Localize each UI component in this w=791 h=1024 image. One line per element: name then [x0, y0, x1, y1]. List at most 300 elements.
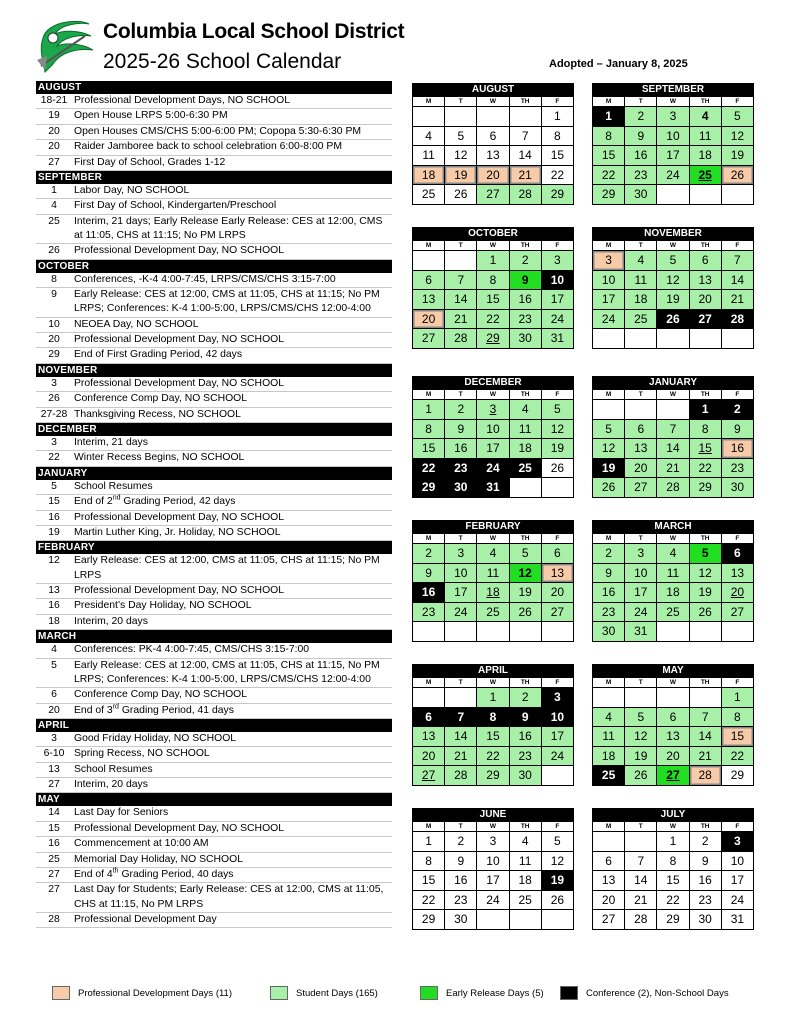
calendar-day: 10 — [721, 851, 753, 871]
legend-swatch — [270, 986, 288, 1000]
calendar-day: 11 — [625, 270, 657, 290]
weekday-label: W — [477, 534, 509, 544]
calendar-day: 29 — [657, 910, 689, 930]
calendar-day — [657, 622, 689, 642]
event-text: NEOEA Day, NO SCHOOL — [74, 318, 199, 330]
calendar-day: 12 — [541, 419, 573, 439]
calendar-day: 24 — [593, 309, 625, 329]
calendar-day: 19 — [509, 583, 541, 603]
event-row — [36, 763, 392, 778]
calendar-day: 5 — [509, 544, 541, 564]
calendar-day: 7 — [625, 851, 657, 871]
weekday-label: M — [413, 678, 445, 688]
calendar-day: 23 — [413, 602, 445, 622]
event-row — [36, 495, 392, 510]
calendar-day: 22 — [689, 458, 721, 478]
calendar-day: 2 — [509, 688, 541, 708]
calendar-day — [541, 622, 573, 642]
calendar-day: 5 — [657, 251, 689, 271]
weekday-label: F — [541, 241, 573, 251]
calendar-day: 17 — [625, 583, 657, 603]
event-text: End of 2nd Grading Period, 42 days — [74, 494, 236, 508]
event-row — [36, 408, 392, 423]
legend-item — [420, 986, 544, 1000]
weekday-label: T — [445, 97, 477, 107]
event-date: 19 — [48, 110, 60, 122]
event-row — [36, 615, 392, 630]
weekday-label: TH — [689, 678, 721, 688]
calendar-day: 4 — [509, 400, 541, 420]
calendar-day: 2 — [625, 107, 657, 127]
weekday-label: M — [593, 241, 625, 251]
calendar-day: 3 — [657, 107, 689, 127]
weekday-label: W — [657, 534, 689, 544]
calendar-day: 7 — [445, 707, 477, 727]
calendar-day: 5 — [625, 707, 657, 727]
event-text: Professional Development Days, NO SCHOOL — [74, 95, 290, 106]
weekday-label: M — [593, 97, 625, 107]
calendar-day — [541, 910, 573, 930]
event-date: 25 — [48, 215, 60, 227]
event-text: Professional Development Day, NO SCHOOL — [74, 334, 285, 346]
calendar-day — [689, 688, 721, 708]
calendar-day: 8 — [657, 851, 689, 871]
calendar-day — [657, 185, 689, 205]
calendar-january — [592, 376, 754, 498]
calendar-day: 24 — [625, 602, 657, 622]
event-month-header: JANUARY — [36, 467, 392, 480]
calendar-day: 23 — [509, 309, 541, 329]
calendar-day: 24 — [541, 746, 573, 766]
weekday-label: TH — [509, 678, 541, 688]
calendar-june — [412, 808, 574, 930]
event-date: 27 — [48, 156, 60, 168]
calendar-day: 12 — [541, 851, 573, 871]
calendar-day: 29 — [721, 766, 753, 786]
weekday-label: TH — [689, 390, 721, 400]
event-month-header: MARCH — [36, 630, 392, 643]
event-date: 14 — [48, 807, 60, 819]
event-text: Conferences, -K-4 4:00-7:45, LRPS/CMS/CHS 3:15-7:00 — [74, 273, 336, 285]
calendar-day: 13 — [413, 290, 445, 310]
event-text: Spring Recess, NO SCHOOL — [74, 748, 210, 760]
weekday-label: F — [721, 97, 753, 107]
event-row — [36, 913, 392, 928]
calendar-day: 30 — [509, 766, 541, 786]
calendar-day: 6 — [657, 707, 689, 727]
calendar-march — [592, 520, 754, 642]
event-row — [36, 511, 392, 526]
calendar-day: 25 — [413, 185, 445, 205]
calendar-day: 14 — [721, 270, 753, 290]
event-date: 18 — [48, 615, 60, 627]
calendar-day — [413, 251, 445, 271]
weekday-label: M — [413, 97, 445, 107]
event-text: Early Release: CES at 12:00, CMS at 11:05, CHS at 11:15, No PM LRPS; Conferences: K-4 1:00-5:00, LRPS/CMS/CHS 12:00-4:00 — [74, 659, 380, 685]
calendar-month-title: JUNE — [412, 808, 574, 821]
weekday-label: M — [413, 390, 445, 400]
calendar-day: 9 — [625, 126, 657, 146]
calendar-day — [625, 329, 657, 349]
calendar-day: 20 — [541, 583, 573, 603]
calendar-day: 3 — [625, 544, 657, 564]
calendar-day — [593, 688, 625, 708]
calendar-day: 11 — [509, 851, 541, 871]
calendar-day: 8 — [721, 707, 753, 727]
calendar-day: 18 — [413, 165, 445, 185]
weekday-label: TH — [509, 97, 541, 107]
weekday-label: F — [541, 678, 573, 688]
event-row — [36, 599, 392, 614]
event-text: Labor Day, NO SCHOOL — [74, 184, 190, 196]
weekday-label: T — [445, 822, 477, 832]
calendar-day: 17 — [445, 583, 477, 603]
event-text: Open Houses CMS/CHS 5:00-6:00 PM; Copopa 5:30-6:30 PM — [74, 125, 362, 137]
event-text: End of First Grading Period, 42 days — [74, 349, 243, 361]
event-date: 15 — [48, 822, 60, 834]
event-date: 3 — [51, 437, 57, 449]
calendar-day: 28 — [657, 478, 689, 498]
calendar-day: 6 — [477, 126, 509, 146]
calendar-day — [477, 910, 509, 930]
weekday-label: M — [593, 534, 625, 544]
calendar-day: 10 — [477, 851, 509, 871]
event-date: 19 — [48, 527, 60, 538]
event-date: 6-10 — [43, 748, 65, 760]
calendar-day: 22 — [477, 746, 509, 766]
calendar-day — [593, 329, 625, 349]
calendar-day: 1 — [413, 400, 445, 420]
event-row — [36, 643, 392, 658]
calendar-day: 1 — [721, 688, 753, 708]
calendar-may — [592, 664, 754, 786]
weekday-label: W — [477, 678, 509, 688]
event-date: 25 — [48, 853, 60, 865]
calendar-day: 9 — [413, 563, 445, 583]
event-row — [36, 688, 392, 703]
calendar-day: 7 — [657, 419, 689, 439]
event-text: Interim, 20 days — [74, 615, 148, 627]
calendar-day: 22 — [593, 165, 625, 185]
weekday-label: M — [593, 390, 625, 400]
calendar-day: 22 — [413, 890, 445, 910]
event-text: Raider Jamboree back to school celebration 6:00-8:00 PM — [74, 141, 342, 153]
calendar-day: 30 — [689, 910, 721, 930]
event-date: 16 — [48, 511, 60, 523]
calendar-day: 21 — [657, 458, 689, 478]
weekday-label: F — [541, 534, 573, 544]
calendar-day: 16 — [593, 583, 625, 603]
event-row — [36, 156, 392, 171]
event-row — [36, 806, 392, 821]
event-date: 16 — [48, 838, 60, 850]
weekday-label: F — [721, 241, 753, 251]
calendar-day: 6 — [413, 270, 445, 290]
calendar-day: 23 — [593, 602, 625, 622]
calendar-day: 1 — [657, 832, 689, 852]
calendar-october — [412, 227, 574, 349]
calendar-day: 7 — [721, 251, 753, 271]
calendar-day: 6 — [689, 251, 721, 271]
calendar-day — [541, 766, 573, 786]
calendar-february — [412, 520, 574, 642]
event-date: 29 — [48, 349, 60, 361]
legend-item — [560, 986, 729, 1000]
weekday-label: T — [625, 822, 657, 832]
event-text: Good Friday Holiday, NO SCHOOL — [74, 732, 237, 744]
calendar-day: 7 — [509, 126, 541, 146]
calendar-day: 24 — [721, 890, 753, 910]
event-row — [36, 659, 392, 689]
event-row — [36, 778, 392, 793]
calendar-day: 10 — [593, 270, 625, 290]
calendar-day: 9 — [689, 851, 721, 871]
calendar-day: 2 — [509, 251, 541, 271]
calendar-day: 9 — [509, 707, 541, 727]
calendar-day: 25 — [477, 602, 509, 622]
calendar-day: 19 — [625, 746, 657, 766]
calendar-day: 9 — [509, 270, 541, 290]
legend-label: Student Days (165) — [296, 987, 378, 999]
calendar-month-title: OCTOBER — [412, 227, 574, 240]
calendar-day: 16 — [445, 871, 477, 891]
calendar-day: 16 — [509, 290, 541, 310]
event-date: 20 — [48, 334, 60, 346]
calendar-day: 24 — [541, 309, 573, 329]
event-row — [36, 480, 392, 495]
event-date: 27-28 — [40, 408, 68, 420]
calendar-month-title: FEBRUARY — [412, 520, 574, 533]
weekday-label: T — [625, 97, 657, 107]
event-text: Interim, 20 days — [74, 779, 148, 791]
calendar-day: 22 — [721, 746, 753, 766]
calendar-day — [657, 329, 689, 349]
calendar-day: 11 — [413, 146, 445, 166]
legend-swatch — [52, 986, 70, 1000]
calendar-day: 7 — [445, 270, 477, 290]
event-row — [36, 704, 392, 719]
calendar-day: 23 — [625, 165, 657, 185]
event-date: 3 — [51, 732, 57, 744]
calendar-day: 20 — [413, 746, 445, 766]
event-text: Open House LRPS 5:00-6:30 PM — [74, 110, 228, 122]
calendar-day — [509, 622, 541, 642]
weekday-label: T — [625, 390, 657, 400]
calendar-day: 28 — [721, 309, 753, 329]
calendar-day: 25 — [593, 766, 625, 786]
event-date: 20 — [48, 125, 60, 137]
weekday-label: W — [477, 822, 509, 832]
calendar-day: 22 — [477, 309, 509, 329]
calendar-day: 30 — [721, 478, 753, 498]
weekday-label: M — [413, 822, 445, 832]
weekday-label: F — [721, 822, 753, 832]
event-text: President’s Day Holiday, NO SCHOOL — [74, 600, 252, 612]
calendar-day: 15 — [477, 290, 509, 310]
weekday-label: M — [593, 822, 625, 832]
calendar-day: 20 — [721, 583, 753, 603]
calendar-day: 1 — [541, 107, 573, 127]
calendar-month-title: AUGUST — [412, 83, 574, 96]
calendar-day — [509, 910, 541, 930]
calendar-day: 5 — [541, 832, 573, 852]
calendar-day: 29 — [413, 478, 445, 498]
calendar-day: 18 — [625, 290, 657, 310]
calendar-day: 30 — [593, 622, 625, 642]
calendar-day: 18 — [509, 871, 541, 891]
calendar-day: 5 — [689, 544, 721, 564]
events-list — [36, 81, 392, 928]
calendar-day: 20 — [657, 746, 689, 766]
calendar-day: 31 — [477, 478, 509, 498]
calendar-day: 25 — [509, 890, 541, 910]
weekday-label: F — [541, 97, 573, 107]
calendar-day: 10 — [477, 419, 509, 439]
weekday-label: F — [721, 534, 753, 544]
event-row — [36, 853, 392, 868]
event-date: 22 — [48, 452, 60, 464]
event-text: Martin Luther King, Jr. Holiday, NO SCHOOL — [74, 527, 281, 538]
event-row — [36, 140, 392, 155]
calendar-day: 23 — [445, 890, 477, 910]
event-text: First Day of School, Grades 1-12 — [74, 156, 226, 168]
event-text: Professional Development Day, NO SCHOOL — [74, 511, 285, 523]
calendar-day: 31 — [625, 622, 657, 642]
calendar-day: 27 — [477, 185, 509, 205]
calendar-day: 8 — [593, 126, 625, 146]
calendar-day: 10 — [445, 563, 477, 583]
event-text: School Resumes — [74, 763, 153, 775]
event-row — [36, 215, 392, 245]
calendar-day: 5 — [541, 400, 573, 420]
calendar-day: 15 — [541, 146, 573, 166]
calendar-day: 17 — [477, 439, 509, 459]
event-row — [36, 732, 392, 747]
legend-item — [52, 986, 232, 1000]
calendar-day: 12 — [509, 563, 541, 583]
event-row — [36, 333, 392, 348]
calendar-day: 21 — [689, 746, 721, 766]
calendar-day: 2 — [689, 832, 721, 852]
event-row — [36, 392, 392, 407]
calendar-day — [625, 688, 657, 708]
legend-label: Conference (2), Non-School Days — [586, 987, 729, 999]
event-text: Memorial Day Holiday, NO SCHOOL — [74, 853, 243, 865]
calendar-day: 3 — [477, 400, 509, 420]
event-row — [36, 868, 392, 883]
weekday-label: TH — [689, 97, 721, 107]
event-date: 6 — [51, 689, 57, 701]
event-text: First Day of School, Kindergarten/Preschool — [74, 200, 277, 212]
weekday-label: W — [477, 390, 509, 400]
calendar-day: 15 — [593, 146, 625, 166]
event-month-header: NOVEMBER — [36, 364, 392, 377]
calendar-day: 29 — [541, 185, 573, 205]
calendar-day: 30 — [445, 910, 477, 930]
weekday-label: M — [413, 241, 445, 251]
event-text: Last Day for Students; Early Release: CES at 12:00, CMS at 11:05, CHS at 11:15, No PM LRPS — [74, 884, 384, 910]
weekday-label: F — [541, 822, 573, 832]
calendar-day: 9 — [445, 419, 477, 439]
calendar-day: 31 — [541, 329, 573, 349]
event-row — [36, 883, 392, 913]
calendar-day: 20 — [593, 890, 625, 910]
calendar-day: 14 — [509, 146, 541, 166]
calendar-day: 27 — [413, 766, 445, 786]
calendar-july — [592, 808, 754, 930]
calendar-day: 26 — [593, 478, 625, 498]
calendar-day: 15 — [413, 871, 445, 891]
calendar-day: 31 — [721, 910, 753, 930]
event-date: 20 — [48, 704, 60, 716]
calendar-day: 11 — [593, 727, 625, 747]
calendar-day: 21 — [445, 309, 477, 329]
calendar-day: 1 — [593, 107, 625, 127]
event-date: 5 — [51, 659, 57, 671]
calendar-day: 13 — [657, 727, 689, 747]
calendar-day: 13 — [721, 563, 753, 583]
calendar-day: 5 — [721, 107, 753, 127]
calendar-day: 1 — [477, 251, 509, 271]
calendar-day: 16 — [413, 583, 445, 603]
legend — [0, 986, 791, 1006]
calendar-day: 21 — [445, 746, 477, 766]
calendar-day: 11 — [689, 126, 721, 146]
event-date: 4 — [51, 200, 57, 212]
event-text: Professional Development Day, NO SCHOOL — [74, 245, 285, 257]
calendar-september — [592, 83, 754, 205]
weekday-label: T — [445, 241, 477, 251]
calendar-day — [593, 400, 625, 420]
calendar-day: 15 — [477, 727, 509, 747]
calendar-day: 18 — [657, 583, 689, 603]
calendar-day: 24 — [477, 890, 509, 910]
event-row — [36, 822, 392, 837]
calendar-day — [445, 688, 477, 708]
weekday-label: F — [721, 390, 753, 400]
calendar-day: 27 — [625, 478, 657, 498]
event-date: 28 — [48, 914, 60, 926]
calendar-december — [412, 376, 574, 498]
calendar-day: 26 — [689, 602, 721, 622]
calendar-day: 12 — [657, 270, 689, 290]
weekday-label: TH — [509, 390, 541, 400]
calendar-day: 6 — [625, 419, 657, 439]
weekday-label: TH — [689, 241, 721, 251]
event-date: 1 — [51, 184, 57, 196]
calendar-day: 2 — [721, 400, 753, 420]
calendar-day: 17 — [541, 727, 573, 747]
event-date: 15 — [48, 496, 60, 508]
calendar-day: 13 — [593, 871, 625, 891]
event-text: Professional Development Day, NO SCHOOL — [74, 584, 285, 596]
calendar-day: 21 — [721, 290, 753, 310]
calendar-day — [657, 400, 689, 420]
calendar-day: 12 — [625, 727, 657, 747]
calendar-month-title: APRIL — [412, 664, 574, 677]
weekday-label: W — [657, 678, 689, 688]
event-text: Thanksgiving Recess, NO SCHOOL — [74, 408, 241, 420]
calendar-day: 16 — [721, 439, 753, 459]
calendar-day: 22 — [541, 165, 573, 185]
weekday-label: TH — [689, 822, 721, 832]
calendar-day — [413, 107, 445, 127]
calendar-day: 19 — [657, 290, 689, 310]
calendar-day: 27 — [657, 766, 689, 786]
calendar-day — [657, 688, 689, 708]
calendar-day: 13 — [477, 146, 509, 166]
calendar-day: 21 — [509, 165, 541, 185]
